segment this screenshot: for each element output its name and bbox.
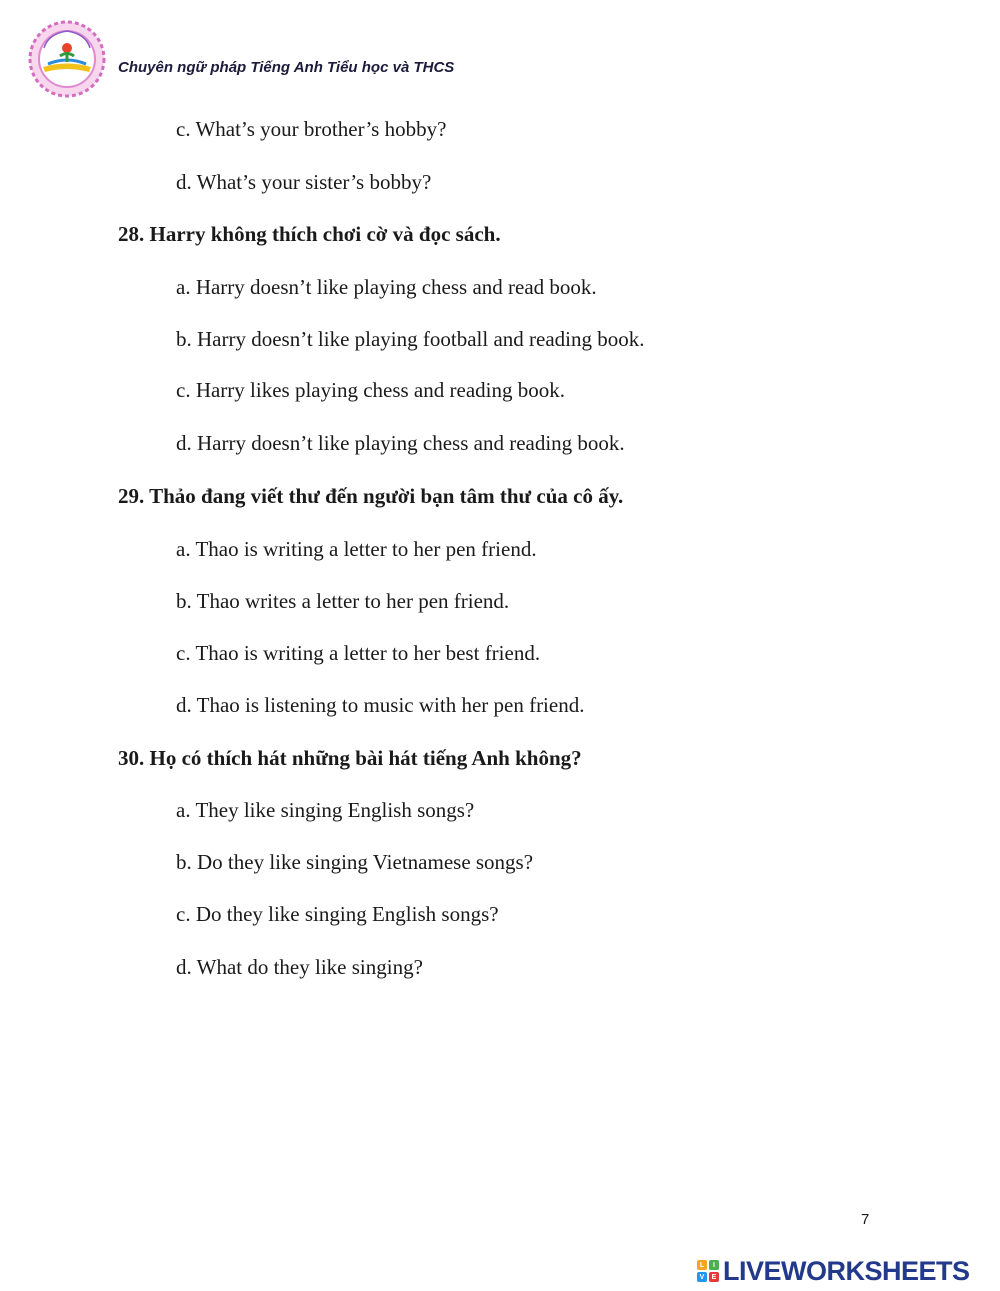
- question-28-option-a: a. Harry doesn’t like playing chess and read book.: [176, 275, 597, 299]
- badge-letter-v: V: [697, 1272, 707, 1282]
- liveworksheets-wordmark: LIVEWORKSHEETS: [723, 1255, 970, 1286]
- question-30-option-a: a. They like singing English songs?: [176, 798, 475, 822]
- badge-letter-l: L: [697, 1260, 707, 1270]
- option-d-q27: d. What’s your sister’s bobby?: [176, 170, 432, 194]
- question-29-option-d: d. Thao is listening to music with her pen friend.: [176, 693, 585, 717]
- question-29-option-c: c. Thao is writing a letter to her best friend.: [176, 641, 541, 665]
- liveworksheets-logo: [697, 1254, 970, 1288]
- question-28-option-c: c. Harry likes playing chess and reading book.: [176, 378, 565, 402]
- question-30-option-c: c. Do they like singing English songs?: [176, 902, 499, 926]
- header-title: Chuyên ngữ pháp Tiếng Anh Tiểu học và THCS: [118, 59, 455, 76]
- question-30-option-d: d. What do they like singing?: [176, 955, 423, 979]
- badge-letter-e: E: [709, 1272, 719, 1282]
- question-29-prompt: 29. Thảo đang viết thư đến người bạn tâm thư của cô ấy.: [118, 484, 624, 508]
- question-28-option-d: d. Harry doesn’t like playing chess and reading book.: [176, 431, 625, 455]
- question-30-option-b: b. Do they like singing Vietnamese songs?: [176, 850, 534, 874]
- question-28-option-b: b. Harry doesn’t like playing football and reading book.: [176, 327, 645, 351]
- option-c-q27: c. What’s your brother’s hobby?: [176, 117, 447, 141]
- liveworksheets-badge-icon: [697, 1260, 719, 1282]
- page-number: 7: [861, 1211, 870, 1228]
- question-29-option-a: a. Thao is writing a letter to her pen friend.: [176, 537, 537, 561]
- badge-letter-i: I: [709, 1260, 719, 1270]
- question-29-option-b: b. Thao writes a letter to her pen friend.: [176, 589, 510, 613]
- question-28-prompt: 28. Harry không thích chơi cờ và đọc sách.: [118, 222, 501, 246]
- school-logo-icon: [26, 20, 108, 98]
- question-30-prompt: 30. Họ có thích hát những bài hát tiếng Anh không?: [118, 746, 582, 770]
